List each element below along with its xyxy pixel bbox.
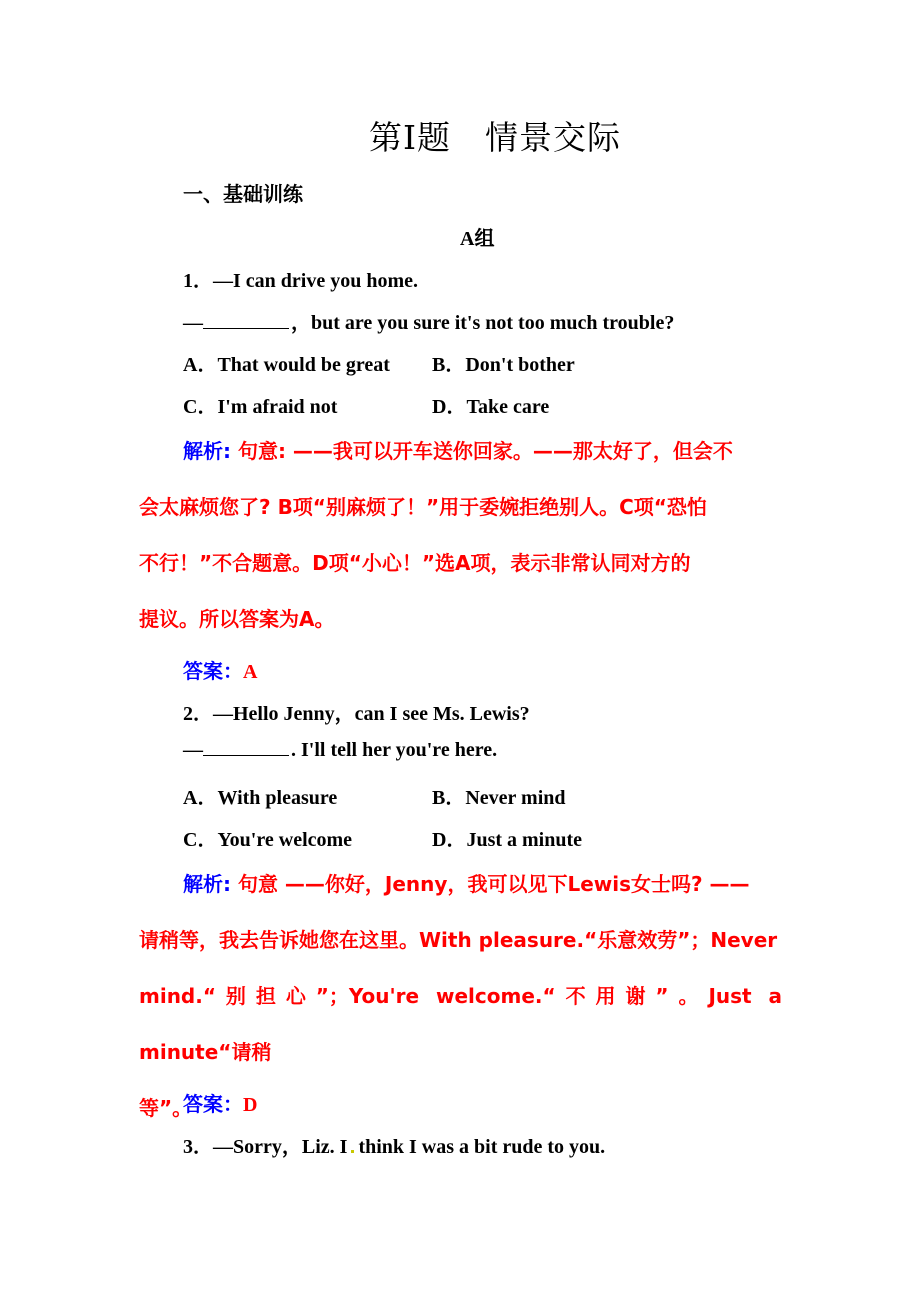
answer-value: D xyxy=(243,1094,258,1116)
question-number: 1． xyxy=(183,270,213,292)
question-number: 3． xyxy=(183,1136,213,1158)
answer-blank xyxy=(203,739,289,756)
option-d: D．Take care xyxy=(432,396,550,418)
question-1-response xyxy=(183,306,674,335)
dash: — xyxy=(183,312,203,334)
option-c: C．I'm afraid not xyxy=(183,396,338,418)
question-1-analysis xyxy=(139,423,782,647)
option-c: C．You're welcome xyxy=(183,829,353,851)
option-d: D．Just a minute xyxy=(432,829,583,851)
question-2-prompt xyxy=(183,697,530,726)
question-1-answer xyxy=(183,655,257,684)
question-text: —Hello Jenny，can I see Ms. Lewis? xyxy=(213,703,530,725)
page-title xyxy=(0,112,920,159)
dash: — xyxy=(183,739,203,761)
question-3-prompt xyxy=(183,1130,605,1159)
option-b: B．Never mind xyxy=(432,787,566,809)
question-text: —Sorry，Liz. I xyxy=(213,1136,348,1158)
question-text: —I can drive you home. xyxy=(213,270,418,292)
title-part1: 第Ⅰ题 xyxy=(368,121,452,157)
question-2-response xyxy=(183,739,497,762)
analysis-line: 提议。所以答案为A。 xyxy=(139,607,335,631)
analysis-line: 不行！”不合题意。D项“小心！”选A项，表示非常认同对方的 xyxy=(139,551,691,575)
response-text: . I'll tell her you're here. xyxy=(291,739,498,761)
stray-dot xyxy=(351,1150,354,1153)
analysis-label: 解析: xyxy=(183,439,231,463)
option-a: A．With pleasure xyxy=(183,787,338,809)
answer-value: A xyxy=(243,661,258,683)
group-heading: A组 xyxy=(460,228,495,250)
question-number: 2． xyxy=(183,703,213,725)
analysis-label: 解析: xyxy=(183,872,231,896)
analysis-line: 会太麻烦您了? B项“别麻烦了！”用于委婉拒绝别人。C项“恐怕 xyxy=(139,495,707,519)
analysis-line: 请稍等，我去告诉她您在这里。With pleasure.“乐意效劳”；Never xyxy=(139,928,778,952)
question-text: think I was a bit rude to you. xyxy=(358,1136,606,1158)
question-2-answer xyxy=(183,1088,257,1117)
analysis-line: 等”。 xyxy=(139,1096,193,1120)
answer-blank xyxy=(203,312,289,329)
title-part2: 情景交际 xyxy=(485,121,622,157)
section-heading: 一、基础训练 xyxy=(183,182,303,206)
response-text: ，but are you sure it's not too much trouble? xyxy=(291,312,675,334)
option-b: B．Don't bother xyxy=(432,354,575,376)
analysis-line: mind.“别担心”；You're welcome.“不用谢”。Just a minute“请稍 xyxy=(139,984,782,1064)
analysis-line: 句意 ——你好，Jenny，我可以见下Lewis女士吗? —— xyxy=(237,872,750,896)
analysis-line: 句意: ——我可以开车送你回家。——那太好了，但会不 xyxy=(237,439,733,463)
answer-label: 答案： xyxy=(183,659,243,683)
answer-label: 答案： xyxy=(183,1092,243,1116)
option-a: A．That would be great xyxy=(183,354,390,376)
question-1-prompt xyxy=(183,264,418,293)
